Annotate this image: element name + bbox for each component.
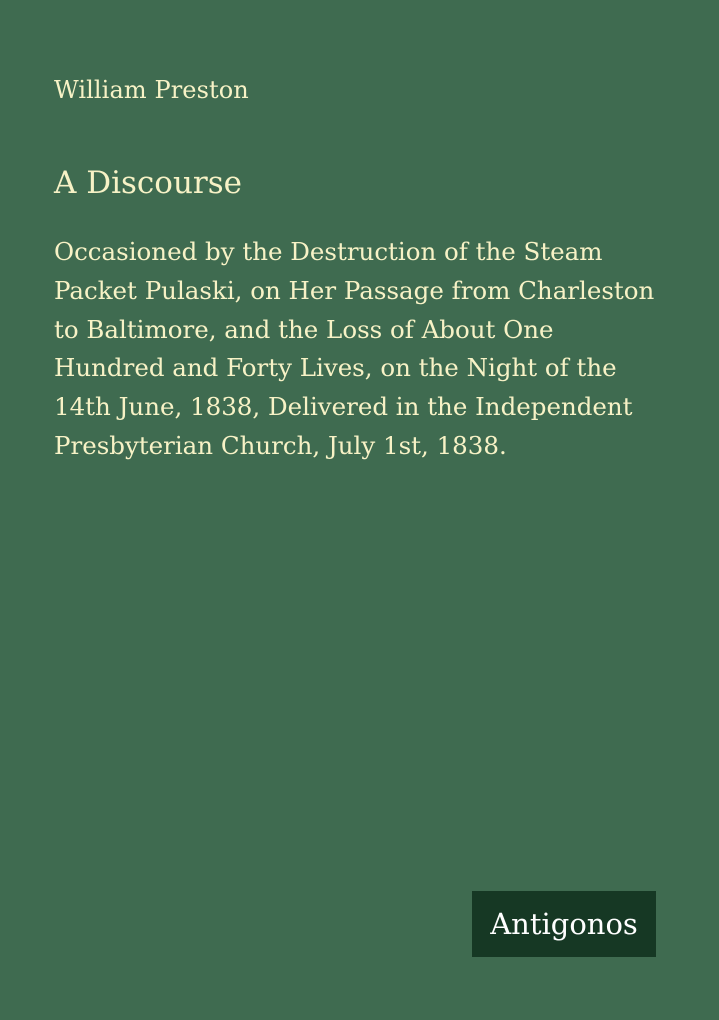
book-subtitle	[54, 233, 684, 466]
subtitle-line: 14th June, 1838, Delivered in the Independent	[54, 392, 633, 422]
subtitle-line: Packet Pulaski, on Her Passage from Charleston	[54, 275, 655, 305]
subtitle-line: Hundred and Forty Lives, on the Night of the	[54, 353, 617, 383]
book-title: A Discourse	[54, 165, 242, 201]
subtitle-line: to Baltimore, and the Loss of About One	[54, 314, 554, 344]
subtitle-line: Occasioned by the Destruction of the Steam	[54, 237, 603, 266]
publisher-name: Antigonos	[490, 907, 638, 941]
subtitle-line: Presbyterian Church, July 1st, 1838.	[54, 430, 507, 460]
publisher-badge	[472, 891, 656, 957]
author-name: William Preston	[54, 76, 249, 104]
